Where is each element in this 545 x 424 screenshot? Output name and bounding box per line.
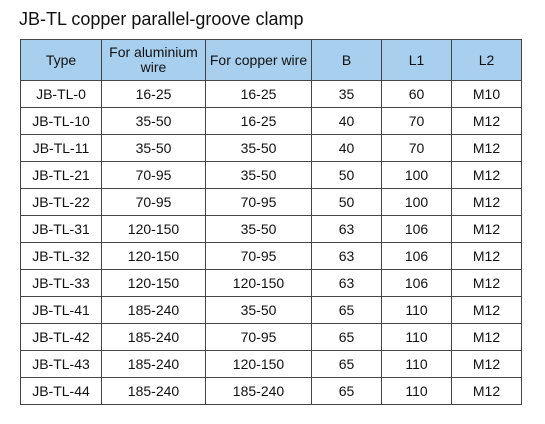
cell-b: 50 — [312, 189, 382, 216]
cell-copper-wire: 120-150 — [206, 270, 312, 297]
cell-b: 65 — [312, 297, 382, 324]
header-type: Type — [21, 40, 102, 81]
cell-l2: M12 — [452, 378, 522, 405]
cell-aluminium-wire: 185-240 — [102, 351, 206, 378]
cell-aluminium-wire: 120-150 — [102, 243, 206, 270]
cell-aluminium-wire: 185-240 — [102, 378, 206, 405]
table-row — [21, 108, 522, 135]
cell-copper-wire: 120-150 — [206, 351, 312, 378]
cell-type: JB-TL-32 — [21, 243, 102, 270]
cell-aluminium-wire: 120-150 — [102, 216, 206, 243]
cell-aluminium-wire: 185-240 — [102, 324, 206, 351]
cell-l1: 110 — [382, 297, 452, 324]
cell-l2: M12 — [452, 108, 522, 135]
header-copper-wire: For copper wire — [206, 40, 312, 81]
cell-l2: M12 — [452, 297, 522, 324]
cell-type: JB-TL-43 — [21, 351, 102, 378]
cell-copper-wire: 70-95 — [206, 189, 312, 216]
cell-copper-wire: 70-95 — [206, 243, 312, 270]
cell-l1: 106 — [382, 216, 452, 243]
cell-b: 65 — [312, 351, 382, 378]
header-l2: L2 — [452, 40, 522, 81]
cell-l1: 110 — [382, 324, 452, 351]
cell-type: JB-TL-0 — [21, 81, 102, 108]
cell-copper-wire: 35-50 — [206, 216, 312, 243]
cell-type: JB-TL-21 — [21, 162, 102, 189]
table-row — [21, 324, 522, 351]
cell-copper-wire: 35-50 — [206, 297, 312, 324]
cell-l2: M12 — [452, 351, 522, 378]
cell-copper-wire: 35-50 — [206, 135, 312, 162]
cell-b: 63 — [312, 270, 382, 297]
page-title: JB-TL copper parallel-groove clamp — [19, 9, 304, 29]
cell-l1: 70 — [382, 108, 452, 135]
header-b: B — [312, 40, 382, 81]
cell-aluminium-wire: 120-150 — [102, 270, 206, 297]
cell-copper-wire: 70-95 — [206, 324, 312, 351]
cell-l1: 100 — [382, 189, 452, 216]
cell-l2: M12 — [452, 243, 522, 270]
cell-copper-wire: 16-25 — [206, 108, 312, 135]
header-l1: L1 — [382, 40, 452, 81]
cell-b: 65 — [312, 324, 382, 351]
cell-l1: 70 — [382, 135, 452, 162]
cell-copper-wire: 185-240 — [206, 378, 312, 405]
table-row — [21, 216, 522, 243]
cell-aluminium-wire: 35-50 — [102, 135, 206, 162]
table-row — [21, 351, 522, 378]
header-aluminium-wire: For aluminium wire — [102, 40, 206, 81]
cell-type: JB-TL-44 — [21, 378, 102, 405]
cell-aluminium-wire: 70-95 — [102, 162, 206, 189]
table-row — [21, 162, 522, 189]
cell-b: 40 — [312, 135, 382, 162]
cell-b: 65 — [312, 378, 382, 405]
table-row — [21, 378, 522, 405]
cell-aluminium-wire: 35-50 — [102, 108, 206, 135]
cell-copper-wire: 16-25 — [206, 81, 312, 108]
cell-type: JB-TL-33 — [21, 270, 102, 297]
table-row — [21, 81, 522, 108]
cell-type: JB-TL-31 — [21, 216, 102, 243]
cell-type: JB-TL-11 — [21, 135, 102, 162]
table-row — [21, 270, 522, 297]
cell-type: JB-TL-42 — [21, 324, 102, 351]
cell-type: JB-TL-10 — [21, 108, 102, 135]
cell-l2: M12 — [452, 324, 522, 351]
cell-aluminium-wire: 185-240 — [102, 297, 206, 324]
cell-l1: 110 — [382, 378, 452, 405]
cell-b: 35 — [312, 81, 382, 108]
table-row — [21, 297, 522, 324]
cell-l2: M12 — [452, 189, 522, 216]
cell-l1: 100 — [382, 162, 452, 189]
table-row — [21, 189, 522, 216]
cell-type: JB-TL-22 — [21, 189, 102, 216]
cell-aluminium-wire: 16-25 — [102, 81, 206, 108]
header-row — [21, 40, 522, 81]
cell-l1: 106 — [382, 270, 452, 297]
cell-l2: M10 — [452, 81, 522, 108]
cell-type: JB-TL-41 — [21, 297, 102, 324]
cell-l1: 60 — [382, 81, 452, 108]
cell-aluminium-wire: 70-95 — [102, 189, 206, 216]
table-body — [21, 81, 522, 405]
cell-l2: M12 — [452, 216, 522, 243]
cell-l1: 106 — [382, 243, 452, 270]
cell-b: 50 — [312, 162, 382, 189]
cell-l2: M12 — [452, 270, 522, 297]
cell-copper-wire: 35-50 — [206, 162, 312, 189]
cell-l2: M12 — [452, 135, 522, 162]
cell-l2: M12 — [452, 162, 522, 189]
cell-b: 40 — [312, 108, 382, 135]
spec-table — [20, 39, 522, 405]
cell-b: 63 — [312, 216, 382, 243]
cell-l1: 110 — [382, 351, 452, 378]
table-row — [21, 243, 522, 270]
cell-b: 63 — [312, 243, 382, 270]
table-row — [21, 135, 522, 162]
